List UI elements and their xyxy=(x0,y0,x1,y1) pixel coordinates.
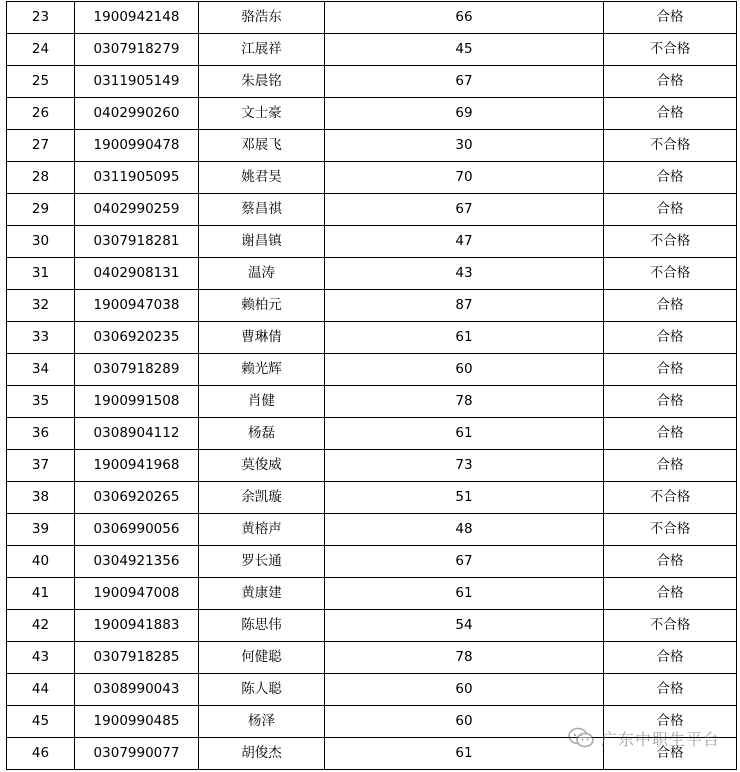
row-number-cell: 40 xyxy=(7,546,75,578)
result-cell: 合格 xyxy=(604,450,737,482)
score-cell: 67 xyxy=(325,546,604,578)
table-row xyxy=(7,514,737,546)
table-row xyxy=(7,2,737,34)
result-cell: 不合格 xyxy=(604,34,737,66)
student-name-cell: 黄康建 xyxy=(199,578,325,610)
score-cell: 51 xyxy=(325,482,604,514)
result-cell: 合格 xyxy=(604,738,737,770)
score-cell: 67 xyxy=(325,66,604,98)
exam-id-cell: 0307918281 xyxy=(75,226,199,258)
student-name-cell: 肖健 xyxy=(199,386,325,418)
row-number-cell: 31 xyxy=(7,258,75,290)
row-number-cell: 45 xyxy=(7,706,75,738)
exam-id-cell: 0311905095 xyxy=(75,162,199,194)
student-name-cell: 赖光辉 xyxy=(199,354,325,386)
exam-id-cell: 1900941883 xyxy=(75,610,199,642)
exam-id-cell: 0307918289 xyxy=(75,354,199,386)
score-cell: 87 xyxy=(325,290,604,322)
result-cell: 不合格 xyxy=(604,482,737,514)
table-row xyxy=(7,162,737,194)
score-cell: 61 xyxy=(325,418,604,450)
row-number-cell: 26 xyxy=(7,98,75,130)
student-name-cell: 邓展飞 xyxy=(199,130,325,162)
score-cell: 70 xyxy=(325,162,604,194)
table-row xyxy=(7,258,737,290)
student-name-cell: 骆浩东 xyxy=(199,2,325,34)
student-name-cell: 罗长通 xyxy=(199,546,325,578)
exam-id-cell: 1900991508 xyxy=(75,386,199,418)
table-row xyxy=(7,290,737,322)
exam-id-cell: 0306990056 xyxy=(75,514,199,546)
row-number-cell: 25 xyxy=(7,66,75,98)
row-number-cell: 37 xyxy=(7,450,75,482)
table-row xyxy=(7,98,737,130)
table-row xyxy=(7,194,737,226)
score-cell: 30 xyxy=(325,130,604,162)
row-number-cell: 41 xyxy=(7,578,75,610)
score-cell: 73 xyxy=(325,450,604,482)
row-number-cell: 35 xyxy=(7,386,75,418)
exam-id-cell: 0306920235 xyxy=(75,322,199,354)
exam-id-cell: 0307918285 xyxy=(75,642,199,674)
exam-id-cell: 0402990259 xyxy=(75,194,199,226)
table-row xyxy=(7,674,737,706)
row-number-cell: 46 xyxy=(7,738,75,770)
row-number-cell: 24 xyxy=(7,34,75,66)
result-cell: 合格 xyxy=(604,162,737,194)
score-cell: 47 xyxy=(325,226,604,258)
student-name-cell: 蔡昌祺 xyxy=(199,194,325,226)
score-cell: 61 xyxy=(325,738,604,770)
result-cell: 合格 xyxy=(604,322,737,354)
result-cell: 合格 xyxy=(604,98,737,130)
result-cell: 合格 xyxy=(604,66,737,98)
table-row xyxy=(7,226,737,258)
score-cell: 54 xyxy=(325,610,604,642)
result-cell: 不合格 xyxy=(604,610,737,642)
result-cell: 合格 xyxy=(604,578,737,610)
row-number-cell: 34 xyxy=(7,354,75,386)
student-name-cell: 曹琳倩 xyxy=(199,322,325,354)
table-row xyxy=(7,642,737,674)
table-row xyxy=(7,450,737,482)
score-cell: 45 xyxy=(325,34,604,66)
score-cell: 78 xyxy=(325,642,604,674)
exam-id-cell: 1900990485 xyxy=(75,706,199,738)
result-cell: 不合格 xyxy=(604,130,737,162)
result-cell: 合格 xyxy=(604,2,737,34)
row-number-cell: 28 xyxy=(7,162,75,194)
exam-id-cell: 0402990260 xyxy=(75,98,199,130)
result-cell: 合格 xyxy=(604,354,737,386)
exam-id-cell: 0306920265 xyxy=(75,482,199,514)
table-row xyxy=(7,322,737,354)
table-row xyxy=(7,738,737,770)
exam-id-cell: 0304921356 xyxy=(75,546,199,578)
result-cell: 不合格 xyxy=(604,226,737,258)
exam-id-cell: 1900947008 xyxy=(75,578,199,610)
table-row xyxy=(7,386,737,418)
exam-id-cell: 0307990077 xyxy=(75,738,199,770)
exam-id-cell: 0308990043 xyxy=(75,674,199,706)
student-name-cell: 黄榕声 xyxy=(199,514,325,546)
exam-id-cell: 1900990478 xyxy=(75,130,199,162)
row-number-cell: 33 xyxy=(7,322,75,354)
score-cell: 61 xyxy=(325,578,604,610)
row-number-cell: 29 xyxy=(7,194,75,226)
table-row xyxy=(7,610,737,642)
table-row xyxy=(7,418,737,450)
student-name-cell: 温涛 xyxy=(199,258,325,290)
row-number-cell: 27 xyxy=(7,130,75,162)
row-number-cell: 30 xyxy=(7,226,75,258)
student-name-cell: 陈思伟 xyxy=(199,610,325,642)
row-number-cell: 32 xyxy=(7,290,75,322)
results-table xyxy=(6,1,737,770)
table-row xyxy=(7,482,737,514)
score-cell: 43 xyxy=(325,258,604,290)
row-number-cell: 23 xyxy=(7,2,75,34)
student-name-cell: 谢昌镇 xyxy=(199,226,325,258)
student-name-cell: 杨泽 xyxy=(199,706,325,738)
score-cell: 60 xyxy=(325,706,604,738)
student-name-cell: 赖柏元 xyxy=(199,290,325,322)
watermark-text: 广东中职生平台 xyxy=(600,729,720,749)
result-cell: 合格 xyxy=(604,418,737,450)
exam-id-cell: 0311905149 xyxy=(75,66,199,98)
table-row xyxy=(7,354,737,386)
exam-id-cell: 1900941968 xyxy=(75,450,199,482)
score-cell: 69 xyxy=(325,98,604,130)
student-name-cell: 陈人聪 xyxy=(199,674,325,706)
exam-id-cell: 1900942148 xyxy=(75,2,199,34)
table-row xyxy=(7,130,737,162)
student-name-cell: 余凯璇 xyxy=(199,482,325,514)
score-cell: 60 xyxy=(325,354,604,386)
table-row xyxy=(7,66,737,98)
exam-id-cell: 1900947038 xyxy=(75,290,199,322)
student-name-cell: 姚君昊 xyxy=(199,162,325,194)
result-cell: 不合格 xyxy=(604,514,737,546)
row-number-cell: 42 xyxy=(7,610,75,642)
result-cell: 合格 xyxy=(604,386,737,418)
exam-id-cell: 0402908131 xyxy=(75,258,199,290)
student-name-cell: 杨磊 xyxy=(199,418,325,450)
table-body xyxy=(7,2,737,770)
score-cell: 48 xyxy=(325,514,604,546)
score-cell: 67 xyxy=(325,194,604,226)
table-row xyxy=(7,546,737,578)
result-cell: 合格 xyxy=(604,706,737,738)
student-name-cell: 文士豪 xyxy=(199,98,325,130)
exam-id-cell: 0308904112 xyxy=(75,418,199,450)
score-cell: 61 xyxy=(325,322,604,354)
student-name-cell: 江展祥 xyxy=(199,34,325,66)
score-cell: 60 xyxy=(325,674,604,706)
row-number-cell: 43 xyxy=(7,642,75,674)
table-row xyxy=(7,578,737,610)
result-cell: 合格 xyxy=(604,194,737,226)
exam-id-cell: 0307918279 xyxy=(75,34,199,66)
student-name-cell: 胡俊杰 xyxy=(199,738,325,770)
row-number-cell: 39 xyxy=(7,514,75,546)
score-cell: 78 xyxy=(325,386,604,418)
result-cell: 合格 xyxy=(604,290,737,322)
result-cell: 合格 xyxy=(604,642,737,674)
result-cell: 不合格 xyxy=(604,258,737,290)
result-cell: 合格 xyxy=(604,674,737,706)
student-name-cell: 何健聪 xyxy=(199,642,325,674)
student-name-cell: 莫俊威 xyxy=(199,450,325,482)
result-cell: 合格 xyxy=(604,546,737,578)
table-row xyxy=(7,706,737,738)
row-number-cell: 44 xyxy=(7,674,75,706)
student-name-cell: 朱晨铭 xyxy=(199,66,325,98)
row-number-cell: 38 xyxy=(7,482,75,514)
row-number-cell: 36 xyxy=(7,418,75,450)
table-row xyxy=(7,34,737,66)
score-cell: 66 xyxy=(325,2,604,34)
